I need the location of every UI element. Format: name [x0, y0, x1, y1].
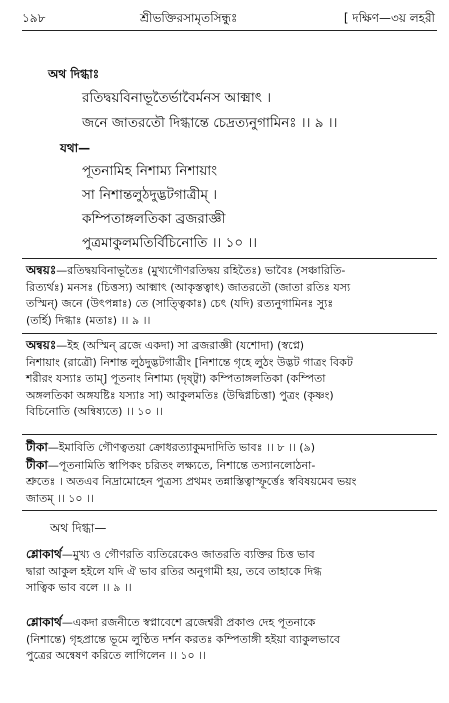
header-rule [22, 30, 437, 31]
verse-line-3: পূতনামিহ নিশাম্য নিশায়াং [82, 163, 218, 179]
divider-rule [22, 510, 437, 511]
verse-line-6: পুত্রমাকুলমতির্বিচিনোতি ।। ১০ ।। [82, 235, 258, 251]
verse-line-1: রতিদ্বয়বিনাভূতৈর্ভাবৈর্মনস আক্মাৎ । [82, 90, 272, 106]
tika-paragraph: টীকা—ইমাবিতি গৌণত্বতয়া ক্রোধরত্যাকুমদাদিতি ভাবঃ ।। ৮ ।। (৯) টীকা—পূতনামিতি স্বাপিকং চরিতং লক্ষ্যতে, নিশান্তে তস্যানলোঠনা- শ্রুতেঃ । অতএব নিদ্রামোহেন পুত্রস্য প্রথমং তন্নাস্তিত্বাস্ফূর্ত্তেঃ স্ববিষয়মেব ভয়ং জাতম্ ।। ১০ ।। [26, 440, 357, 505]
tika-label: টীকা [26, 440, 48, 454]
verse-line-5: কম্পিতাঙ্গলতিকা ব্রজরাজ্ঞী [82, 211, 226, 227]
divider-rule [22, 434, 437, 435]
page-header [22, 8, 435, 28]
page-number: ১৯৮ [22, 11, 46, 25]
section-label: [ দক্ষিণ—৩য় লহরী [343, 11, 435, 25]
tika-label: টীকা [26, 457, 48, 472]
slokartha-label: শ্লোকার্থ [26, 547, 62, 561]
bengali-heading: অথ দিগ্ধা— [50, 521, 107, 535]
sloka-meaning-10: শ্লোকার্থ—একদা রজনীতে স্বপ্নাবেশে ব্রজেশ্বরী প্রকাণ্ড দেহ পূতনাকে (নিশান্তে) গৃহপ্রান্তে ভূমে লুণ্ঠিত দর্শন করতঃ কম্পিতাঙ্গী হইয়া ব্যাকুলভাবে পুত্রের অন্বেষণ করিতে লাগিলেন ।। ১০ ।। [26, 615, 340, 662]
slokartha-label: শ্লোকার্থ [26, 615, 62, 629]
divider-rule [22, 258, 437, 259]
sloka-meaning-9: শ্লোকার্থ—মুখ্য ও গৌণরতি ব্যতিরেকেও জাতরতি ব্যক্তির চিত্ত ভাব দ্বারা আকুল হইলে যদি ঐ ভাব রতির অনুগামী হয়, তবে তাহাকে দিগ্ধ সাত্বিক ভাব বলে ।। ৯ ।। [26, 547, 322, 594]
anvaya-label: অন্বয়ঃ [26, 338, 57, 352]
divider-rule [22, 333, 437, 334]
verse-line-4: সা নিশান্তলুঠদুদ্ভটগাত্রীম্ । [82, 187, 218, 203]
anvaya-label: অন্বয়ঃ [26, 263, 57, 277]
book-title: শ্রীভক্তিরসামৃতসিন্ধুঃ [140, 11, 238, 25]
verse-line-2: জনে জাতরতৌ দিগ্ধান্তে চেদ্রত্যনুগামিনঃ ।। ৯ ।। [82, 115, 338, 131]
verse-yatha: যথা— [60, 141, 91, 155]
verse-intro: অথ দিগ্ধাঃ [48, 67, 100, 81]
anvaya-paragraph-1: অন্বয়ঃ—রতিদ্বয়বিনাভূতৈঃ (মুখ্যগৌণরতিদ্বয় রহিতৈঃ) ভাবৈঃ (সঞ্চারিতি- রিত্যর্থঃ) মনসঃ (চিত্তস্য) আক্মাৎ (আকৃস্তত্বাৎ) জাতরতৌ (জাতা রতিঃ যস্য তস্মিন্) জনে (উৎপন্নাঃ) তে (সাত্ত্বিকাঃ) চেৎ (যদি) রত্যনুগামিনঃ স্যুঃ (তর্হি) দিগ্ধাঃ (মতাঃ) ।। ৯ ।। [26, 263, 351, 327]
anvaya-paragraph-2: অন্বয়ঃ—ইহ (অস্মিন্ ব্রজে একদা) সা ব্রজরাজ্ঞী (যশোদা) (স্বপ্নে) নিশায়াং (রাত্রৌ) নিশান্ত লুঠদুদ্ভটগাত্রীং [নিশান্তে গৃহে লুঠং উদ্ভট গাত্রং বিকট শরীরং যস্যাঃ তাম্] পূতনাং নিশাম্য (দৃষ্ট্বা) কম্পিতাঙ্গলতিকা (কম্পিতা অঙ্গলতিকা অঙ্গযষ্টিঃ যস্যাঃ সা) আকুলমতিঃ (উদ্বিগ্নচিত্তা) পুত্রং (কৃষ্ণং) বিচিনোতি (অন্বিষ্যতে) ।। ১০ ।। [26, 338, 353, 418]
